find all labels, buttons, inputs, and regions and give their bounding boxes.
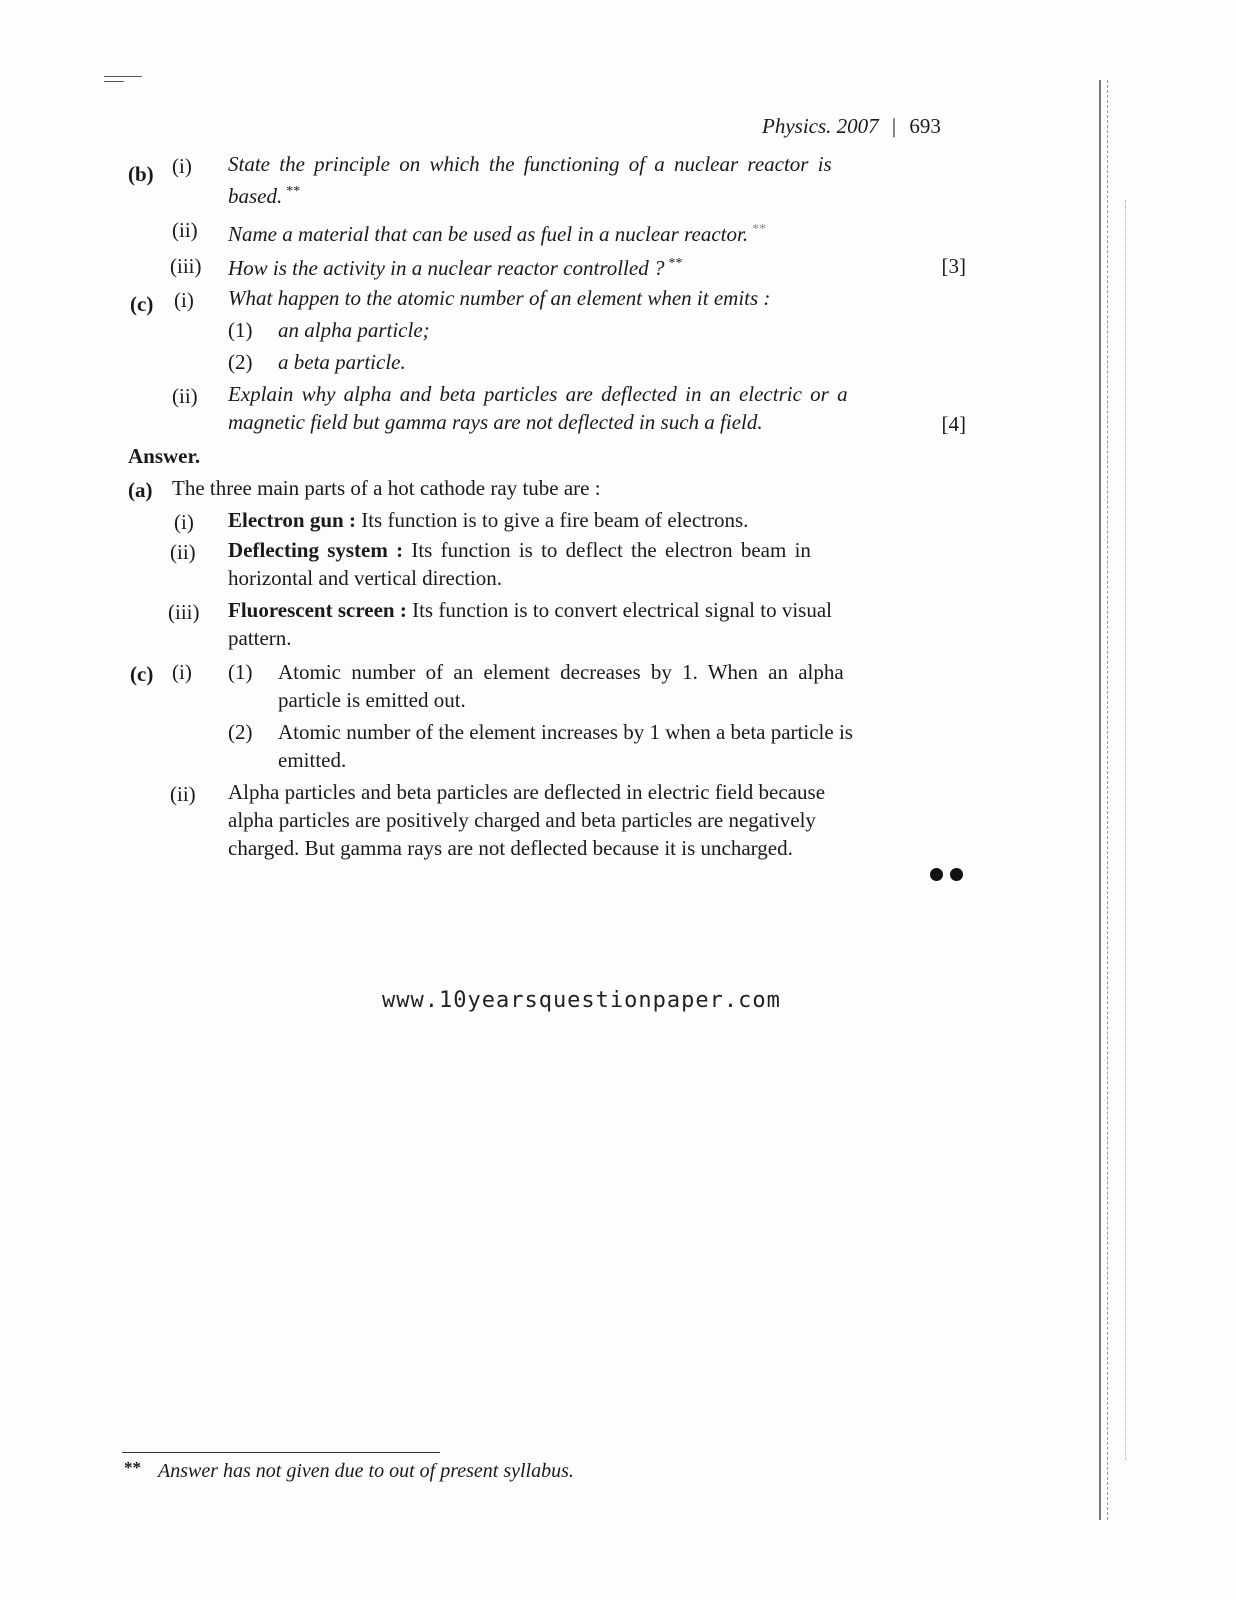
question-b-marks: [3] [941,254,966,278]
answer-c-ii-line1: Alpha particles and beta particles are deflected in electric field because [228,780,826,804]
answer-heading: Answer. [128,444,201,468]
answer-a-ii-wrap [228,536,974,564]
scan-edge-inner [1125,200,1128,1460]
watermark-url: www.10yearsquestionpaper.com [382,988,781,1013]
question-c-ii-line1: Explain why alpha and beta particles are deflected in an electric or a [228,382,848,406]
answer-a-ii-line1: Its function is to deflect the electron beam in [411,538,811,562]
question-b-iii-wrap [228,250,682,282]
question-b-i-line1: State the principle on which the functioning of a nuclear reactor is [228,152,832,176]
answer-c-ii-line2: alpha particles are positively charged and beta particles are negatively [228,808,816,832]
answer-c-i-sub1-line2: particle is emitted out. [278,688,466,712]
question-b-i-stars: ** [286,184,301,199]
answer-a-iii-line2: pattern. [228,626,292,650]
corner-mark [104,76,144,86]
page-number: 693 [909,114,941,138]
question-c-i-label: (i) [174,288,194,312]
question-c-ii-label: (ii) [172,384,198,408]
answer-a-i-text: Its function is to give a fire beam of electrons. [361,508,749,532]
question-b-i-text [228,150,974,178]
question-c-i-text: What happen to the atomic number of an element when it emits : [228,286,771,310]
answer-a-iii-wrap [228,596,974,624]
question-c-label: (c) [130,292,154,316]
question-b-i-label: (i) [172,154,192,178]
footnote-stars: ** [124,1458,141,1477]
answer-a-i-label: (i) [174,510,194,534]
question-c-i-sub2-text: a beta particle. [278,350,406,374]
answer-c-i-sub2-label: (2) [228,720,253,744]
answer-c-label: (c) [130,662,154,686]
answer-a-i-term: Electron gun : [228,508,356,532]
question-b-i-line2: based. [228,184,283,208]
question-b-ii-stars: ** [752,222,767,237]
running-header [762,114,941,139]
answer-c-i-sub1-label: (1) [228,660,253,684]
question-c-marks: [4] [941,412,966,436]
answer-a-label: (a) [128,478,153,502]
question-b-iii-label: (iii) [170,254,202,278]
question-b-iii-text: How is the activity in a nuclear reactor controlled ? [228,256,665,280]
question-c-i-sub1-text: an alpha particle; [278,318,430,342]
question-b-iii-stars: ** [668,256,683,271]
question-b-ii-label: (ii) [172,218,198,242]
answer-c-ii-label: (ii) [170,782,196,806]
answer-c-i-sub1-line1: Atomic number of an element decreases by 1. When an alpha [278,660,844,684]
answer-a-iii-line1: Its function is to convert electrical signal to visual [412,598,832,622]
end-mark-dot-2 [950,868,963,881]
answer-c-i-sub2-line2: emitted. [278,748,347,772]
end-mark-dot-1 [930,868,943,881]
answer-c-i-label: (i) [172,660,192,684]
answer-a-ii-label: (ii) [170,540,196,564]
question-c-i-sub2-label: (2) [228,350,253,374]
footnote-text: Answer has not given due to out of present syllabus. [158,1460,574,1482]
question-b-i-line2-wrap [228,178,300,210]
answer-a-i-wrap [228,506,748,534]
question-c-i-sub1-label: (1) [228,318,253,342]
answer-c-ii-line3: charged. But gamma rays are not deflected because it is uncharged. [228,836,793,860]
footnote-rule [122,1452,440,1453]
header-separator: | [891,114,897,138]
scan-edge [1099,80,1108,1520]
answer-a-ii-line2: horizontal and vertical direction. [228,566,503,590]
answer-a-iii-label: (iii) [168,600,200,624]
question-c-ii-line2: magnetic field but gamma rays are not deflected in such a field. [228,410,763,434]
answer-c-i-sub2-line1: Atomic number of the element increases by 1 when a beta particle is [278,720,853,744]
header-title: Physics. 2007 [762,114,879,138]
answer-a-ii-term: Deflecting system : [228,538,404,562]
answer-a-iii-term: Fluorescent screen : [228,598,407,622]
question-b-label: (b) [128,162,154,186]
answer-a-intro: The three main parts of a hot cathode ray tube are : [172,476,601,500]
question-b-ii-wrap [228,216,766,248]
question-b-ii-text: Name a material that can be used as fuel in a nuclear reactor. [228,222,749,246]
